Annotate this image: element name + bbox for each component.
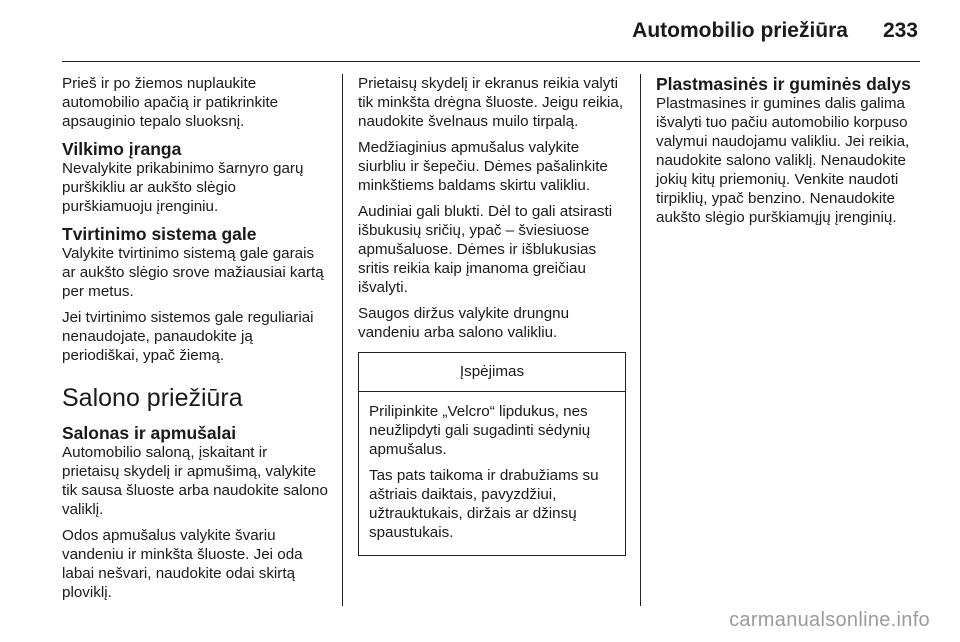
column-divider-1 xyxy=(342,74,343,606)
leather-paragraph: Odos apmušalus valykite švariu vandeniu ir minkšta šluoste. Jei oda labai nešvari, naudokite odai skirtą ploviklį. xyxy=(62,527,303,601)
rear-carrier-paragraph-1: Valykite tvirtinimo sistemą gale garais ar aukšto slėgio srove mažiausiai kartą per metus. xyxy=(62,245,324,300)
page-number: 233 xyxy=(882,19,918,42)
warning-paragraph-2: Tas pats taikoma ir drabužiams su aštriais daiktais, pavyzdžiui, užtrauktukais, diržais ar džinsų spaustukais. xyxy=(369,467,599,541)
watermark: carmanualsonline.info xyxy=(729,609,930,631)
column-left xyxy=(62,74,328,609)
towing-paragraph: Nevalykite prikabinimo šarnyro garų purškikliu ar aukšto slėgio purškiamuoju įrenginiu. xyxy=(62,160,304,215)
warning-paragraph-1: Prilipinkite „Velcro“ lipdukus, nes neužlipdyti gali sugadinti sėdynių apmušalus. xyxy=(369,403,591,458)
fading-paragraph: Audiniai gali blukti. Dėl to gali atsirasti išbukusių sričių, ypač – šviesiuose apmušaluose. Dėmes ir išblukusias sritis reikia kaip įmanoma greičiau išvalyti. xyxy=(358,203,613,296)
heading-plastic-rubber-parts: Plastmasinės ir guminės dalys xyxy=(656,74,911,94)
warning-title: Įspėjimas xyxy=(359,353,625,392)
fabric-paragraph: Medžiaginius apmušalus valykite siurbliu ir šepečiu. Dėmes pašalinkite minkštiems baldams skirtu valikliu. xyxy=(358,139,608,194)
upholstery-paragraph: Automobilio saloną, įskaitant ir prietaisų skydelį ir apmušimą, valykite tik sausa šluoste arba naudokite salono valiklį. xyxy=(62,444,328,518)
heading-interior-upholstery: Salonas ir apmušalai xyxy=(62,423,237,443)
heading-rear-carrier: Tvirtinimo sistema gale xyxy=(62,224,257,244)
plastic-rubber-paragraph: Plastmasines ir gumines dalis galima išvalyti tuo pačiu automobilio korpuso valymui naudojamu valikliu. Jei reikia, naudokite salono valiklį. Nenaudokite jokių kitų priemonių. Venkite naudoti tirpiklių, ypač benzino. Nenaudokite aukšto slėgio purškiamųjų įrenginių. xyxy=(656,95,910,226)
page-header xyxy=(0,0,960,64)
header-divider xyxy=(62,61,920,62)
column-middle xyxy=(358,74,626,556)
heading-towing-equipment: Vilkimo įranga xyxy=(62,139,182,159)
intro-paragraph: Prieš ir po žiemos nuplaukite automobilio apačią ir patikrinkite apsauginio tepalo sluoksnį. xyxy=(62,75,279,130)
warning-box xyxy=(358,352,626,556)
column-divider-2 xyxy=(640,74,641,606)
column-right xyxy=(656,74,924,234)
seatbelt-paragraph: Saugos diržus valykite drungnu vandeniu arba salono valikliu. xyxy=(358,305,570,341)
page-title: Automobilio priežiūra xyxy=(632,19,848,42)
dashboard-paragraph: Prietaisų skydelį ir ekranus reikia valyti tik minkšta drėgna šluoste. Jeigu reikia, naudokite švelnaus muilo tirpalą. xyxy=(358,75,624,130)
heading-interior-care: Salono priežiūra xyxy=(62,384,243,412)
warning-body xyxy=(359,392,625,555)
rear-carrier-paragraph-2: Jei tvirtinimo sistemos gale reguliariai nenaudojate, panaudokite ją periodiškai, ypač žiemą. xyxy=(62,309,314,364)
